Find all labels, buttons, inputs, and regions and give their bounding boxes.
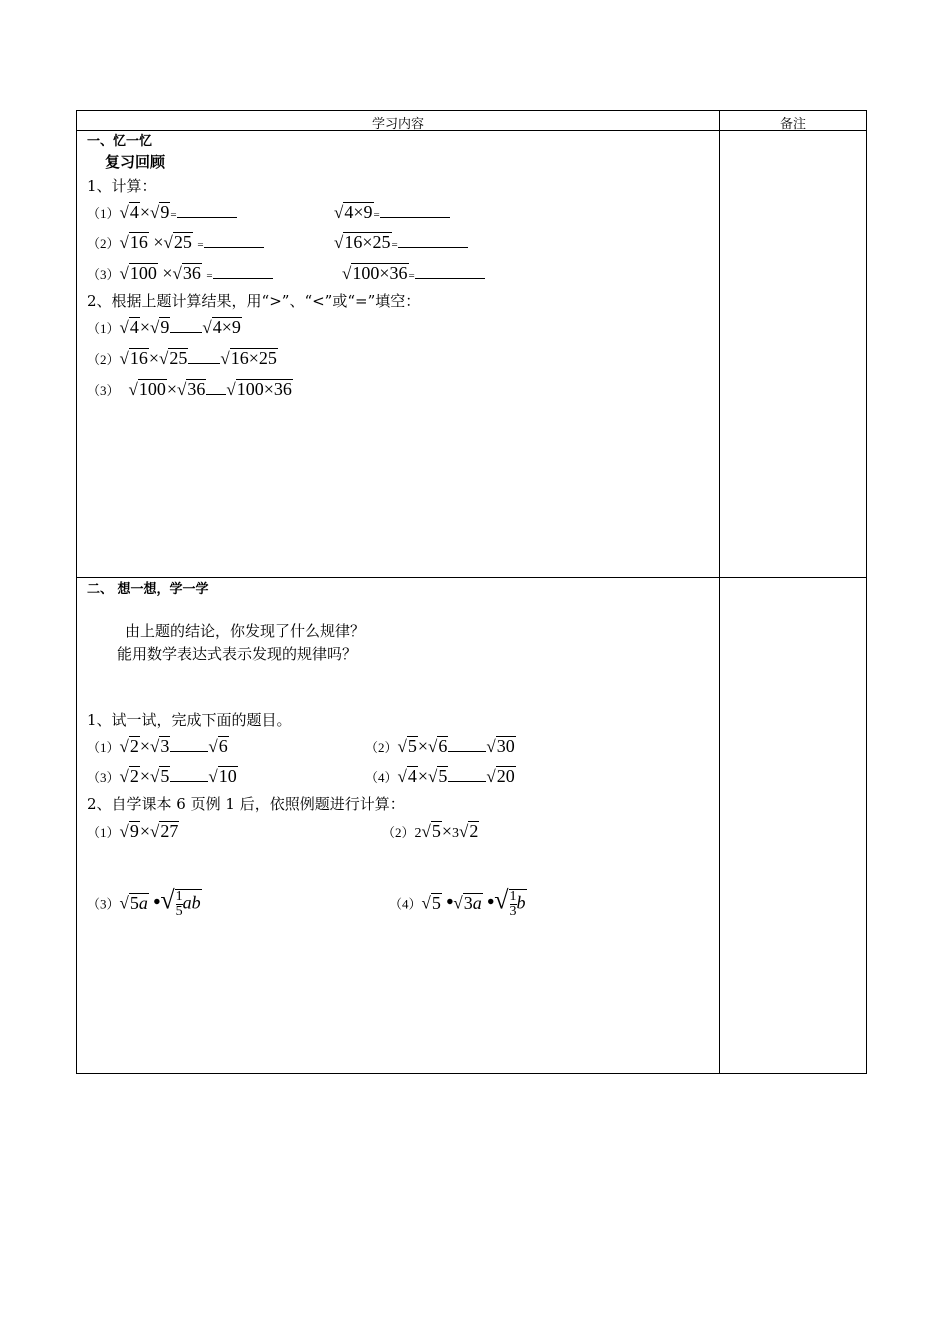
- header-notes: 备注: [779, 117, 806, 132]
- item-number: （1）: [87, 321, 120, 336]
- equals-sign: =: [197, 239, 204, 251]
- equals-sign: =: [408, 270, 415, 282]
- item-number: （4）: [389, 896, 422, 912]
- radicand: 2: [129, 736, 139, 756]
- radicand: 30: [496, 736, 515, 756]
- q2-row3: （3） √100×√36 √100×36: [87, 379, 292, 399]
- radicand: 6: [438, 736, 448, 756]
- q1-row3-right: √100×36=: [342, 263, 485, 285]
- radicand: 4: [129, 317, 139, 337]
- radicand: 10: [218, 766, 237, 786]
- item-number: （2）: [87, 236, 120, 251]
- item-number: （1）: [87, 206, 120, 221]
- answer-blank: [170, 737, 208, 752]
- times-sign: ×: [139, 317, 151, 337]
- times-sign: ×: [441, 821, 453, 841]
- s2-q2-item2: （2）2√5×3√2: [382, 821, 479, 841]
- radicand: 100: [129, 263, 157, 283]
- dot-operator: •: [153, 891, 161, 914]
- q1-label: 1、计算：: [87, 177, 157, 195]
- times-sign: ×: [139, 736, 151, 756]
- q1-row2: （2）√16 ×√25 =: [87, 232, 264, 254]
- radicand: 16×25: [344, 232, 391, 252]
- q1-row1-right: √4×9=: [334, 202, 450, 224]
- times-sign: ×: [166, 379, 178, 399]
- s2-q2-item4: （4）√5 •√3a •√ $\frac{1}{3}$ b: [389, 885, 526, 919]
- s2-q1-label: 1、试一试，完成下面的题目。: [87, 711, 292, 729]
- q1-row1: （1）√4×√9=: [87, 202, 237, 224]
- radicand: 5: [431, 821, 441, 841]
- equals-sign: =: [373, 209, 380, 221]
- answer-blank: [170, 318, 202, 333]
- item-number: （2）: [87, 352, 120, 367]
- radicand: 5a: [129, 892, 148, 913]
- s2-q1-item2: （2）√5×√6 √30: [365, 736, 515, 756]
- radicand: 16: [129, 232, 148, 252]
- s2-q1-item4: （4）√4×√5 √20: [365, 766, 515, 786]
- radicand: 16: [129, 348, 148, 368]
- times-sign: ×: [148, 348, 160, 368]
- radicand: 2: [469, 821, 479, 841]
- item-number: （3）: [87, 896, 120, 912]
- radicand: 5: [431, 892, 441, 913]
- equals-sign: =: [206, 270, 213, 282]
- radicand: 4: [407, 766, 417, 786]
- radicand: 3a: [463, 892, 482, 913]
- answer-blank: [204, 233, 264, 248]
- s2-q2-item1: （1）√9×√27: [87, 821, 179, 841]
- coefficient: 2: [414, 826, 422, 841]
- radicand: 9: [160, 317, 170, 337]
- radicand: 4×9: [344, 202, 373, 222]
- radicand: 27: [160, 821, 179, 841]
- item-number: （2）: [382, 825, 415, 840]
- radicand: 36: [182, 263, 201, 283]
- radicand: 4: [129, 202, 139, 222]
- q1-row3: （3）√100 ×√36 =: [87, 263, 273, 285]
- equals-sign: =: [170, 209, 177, 221]
- worksheet-table: [76, 110, 867, 1074]
- times-sign: ×: [417, 766, 429, 786]
- section1-title: 一、忆一忆: [87, 134, 153, 149]
- coefficient: 3: [452, 826, 460, 841]
- radicand: 5: [160, 766, 170, 786]
- answer-blank: [177, 203, 237, 218]
- answer-blank: [213, 264, 273, 279]
- item-number: （2）: [365, 740, 398, 755]
- times-sign: ×: [417, 736, 429, 756]
- column-divider: [719, 111, 720, 1073]
- s2-q2-label: 2、自学课本 6 页例 1 后，依照例题进行计算：: [87, 795, 405, 813]
- answer-blank: [188, 349, 220, 364]
- section1-subtitle: 复习回顾: [105, 153, 166, 171]
- equals-sign: =: [391, 239, 398, 251]
- radicand: 25: [173, 232, 192, 252]
- answer-blank: [398, 233, 468, 248]
- radicand: 25: [169, 348, 188, 368]
- answer-blank: [170, 767, 208, 782]
- section-divider: [77, 577, 866, 578]
- radicand: 100×36: [352, 263, 408, 283]
- radicand: 3: [160, 736, 170, 756]
- q2-label: 2、根据上题计算结果，用“>”、“<”或“=”填空：: [87, 292, 421, 310]
- section2-prompt-1: 由上题的结论，你发现了什么规律？: [125, 622, 366, 640]
- radicand: 5: [407, 736, 417, 756]
- s2-q1-item3: （3）√2×√5 √10: [87, 766, 237, 786]
- radicand: 5: [438, 766, 448, 786]
- radicand: 9: [129, 821, 139, 841]
- radicand: 4×9: [212, 317, 241, 337]
- section2-title: 二、 想一想，学一学: [87, 582, 209, 597]
- item-number: （3）: [87, 267, 120, 282]
- fraction: $\frac{1}{5}$: [175, 889, 183, 919]
- times-sign: ×: [153, 232, 164, 252]
- dot-operator: •: [487, 891, 495, 914]
- times-sign: ×: [139, 202, 151, 222]
- radicand: 100×36: [236, 379, 292, 399]
- item-number: （1）: [87, 740, 120, 755]
- radicand: 16×25: [230, 348, 277, 368]
- radicand: 20: [496, 766, 515, 786]
- radicand: 100: [138, 379, 166, 399]
- item-number: （4）: [365, 770, 398, 785]
- answer-blank: [448, 767, 486, 782]
- times-sign: ×: [139, 821, 151, 841]
- radicand: 36: [187, 379, 206, 399]
- section2-prompt-2: 能用数学表达式表示发现的规律吗？: [117, 645, 358, 663]
- times-sign: ×: [139, 766, 151, 786]
- answer-blank: [415, 264, 485, 279]
- fraction: $\frac{1}{3}$: [509, 889, 517, 919]
- q1-row2-right: √16×25=: [334, 232, 468, 254]
- radicand: 6: [218, 736, 228, 756]
- s2-q2-item3: （3）√5a •√ $\frac{1}{5}$ ab: [87, 885, 201, 919]
- dot-operator: •: [446, 891, 454, 914]
- s2-q1-item1: （1）√2×√3 √6: [87, 736, 228, 756]
- answer-blank: [448, 737, 486, 752]
- q2-row1: （1）√4×√9 √4×9: [87, 317, 241, 337]
- times-sign: ×: [162, 263, 173, 283]
- item-number: （3）: [87, 383, 120, 398]
- answer-blank: [380, 203, 450, 218]
- radicand: 9: [160, 202, 170, 222]
- radicand: 2: [129, 766, 139, 786]
- item-number: （1）: [87, 825, 120, 840]
- header-content: 学习内容: [371, 117, 424, 132]
- q2-row2: （2）√16×√25 √16×25: [87, 348, 277, 368]
- item-number: （3）: [87, 770, 120, 785]
- answer-blank: [206, 380, 226, 395]
